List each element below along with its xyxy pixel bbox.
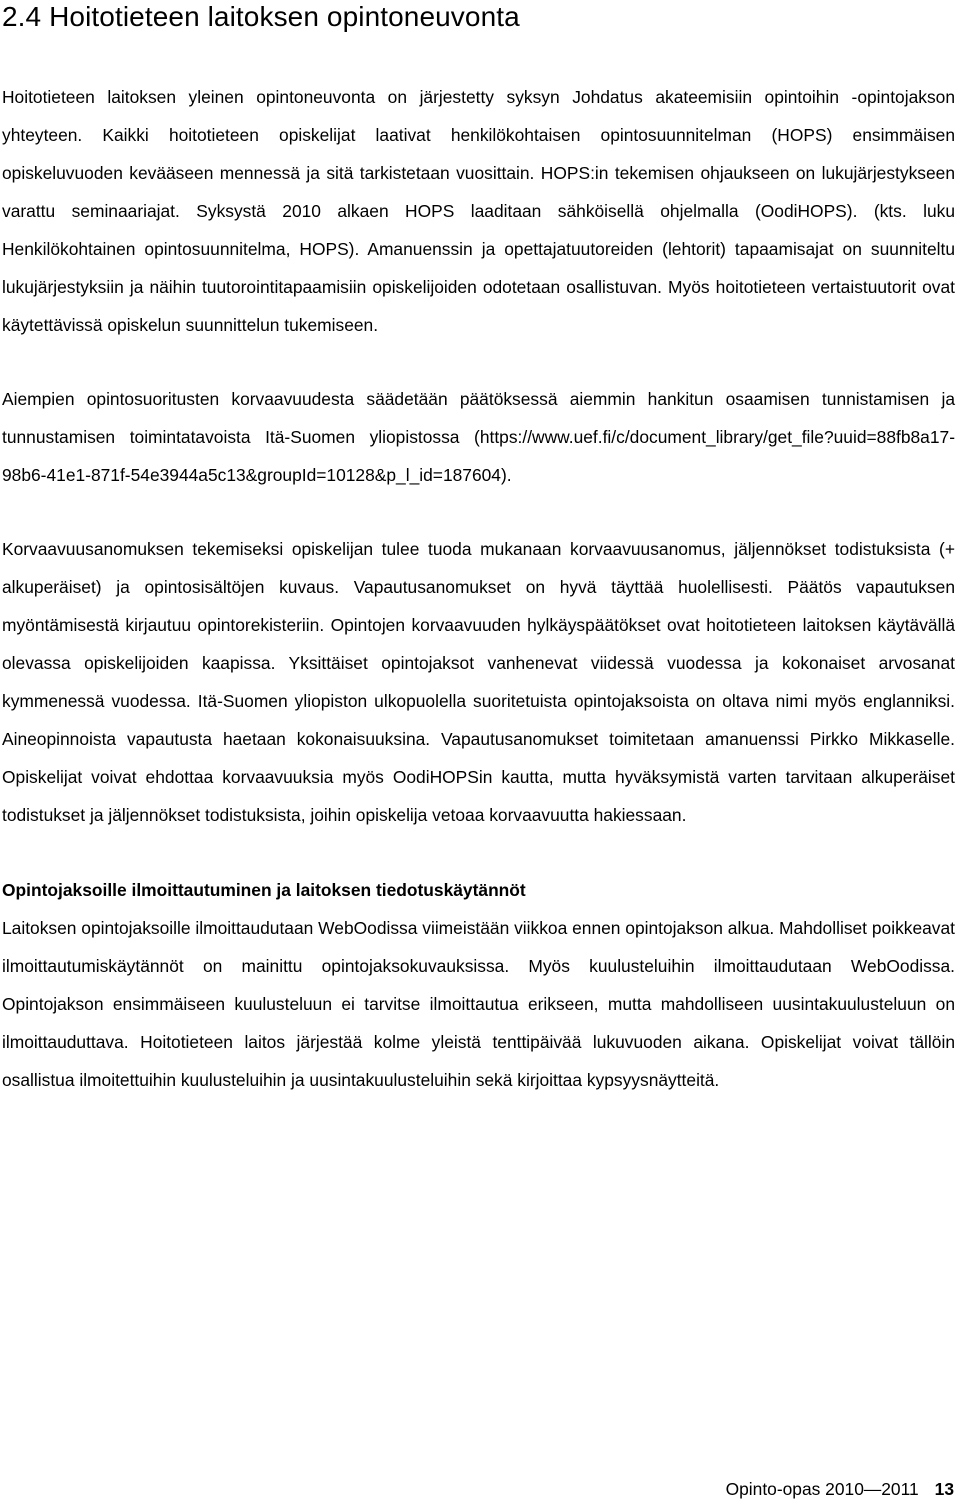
document-page bbox=[2, 0, 955, 1099]
section-title: 2.4 Hoitotieteen laitoksen opintoneuvonta bbox=[2, 1, 520, 32]
page-footer bbox=[726, 1478, 954, 1500]
paragraph-equivalence-application: Korvaavuusanomuksen tekemiseksi opiskelijan tulee tuoda mukanaan korvaavuusanomus, jäljennökset todistuksista (+ alkuperäiset) ja opintosisältöjen kuvaus. Vapautusanomukset on hyvä täyttää huolellisesti. Päätös vapautuksen myöntämisestä kirjautuu opintorekisteriin. Opintojen korvaavuuden hylkäyspäätökset ovat hoitotieteen laitoksen käytävällä olevassa opiskelijoiden kaapissa. Yksittäiset opintojaksot vanhenevat viidessä vuodessa ja kokonaiset arvosanat kymmenessä vuodessa. Itä-Suomen yliopiston ulkopuolella suoritetuista opintojaksoista on oltava nimi myös englanniksi. Aineopinnoista vapautusta haetaan kokonaisuuksina. Vapautusanomukset toimitetaan amanuenssi Pirkko Mikkaselle. Opiskelijat voivat ehdottaa korvaavuuksia myös OodiHOPSin kautta, mutta hyväksymistä varten tarvitaan alkuperäiset todistukset ja jäljennökset todistuksista, joihin opiskelija vetoaa korvaavuutta hakiessaan. bbox=[2, 539, 955, 825]
subsection-heading: Opintojaksoille ilmoittautuminen ja laitoksen tiedotuskäytännöt bbox=[2, 880, 526, 900]
page-number: 13 bbox=[934, 1479, 954, 1499]
paragraph-prior-learning: Aiempien opintosuoritusten korvaavuudesta säädetään päätöksessä aiemmin hankitun osaamisen tunnistamisen ja tunnustamisen toimintatavoista Itä-Suomen yliopistossa (https://www.uef.fi/c/document_library/get_file?uuid=88fb8a17-98b6-41e1-871f-54e3944a5c13&groupId=10128&p_l_id=187604). bbox=[2, 389, 955, 485]
footer-publication: Opinto-opas 2010—2011 bbox=[725, 1479, 919, 1499]
paragraph-registration: Laitoksen opintojaksoille ilmoittaudutaan WebOodissa viimeistään viikkoa ennen opintojakson alkua. Mahdolliset poikkeavat ilmoittautumiskäytännöt on mainittu opintojaksokuvauksissa. Myös kuulusteluihin ilmoittaudutaan WebOodissa. Opintojakson ensimmäiseen kuulusteluun ei tarvitse ilmoittautua erikseen, mutta mahdolliseen uusintakuulusteluun on ilmoittauduttava. Hoitotieteen laitos järjestää kolme yleistä tenttipäivää lukuvuoden aikana. Opiskelijat voivat tällöin osallistua ilmoitettuihin kuulusteluihin ja uusintakuulusteluihin sekä kirjoittaa kypsyysnäytteitä. bbox=[2, 918, 955, 1090]
paragraph-study-guidance: Hoitotieteen laitoksen yleinen opintoneuvonta on järjestetty syksyn Johdatus akateemisiin opintoihin -opintojakson yhteyteen. Kaikki hoitotieteen opiskelijat laativat henkilökohtaisen opintosuunnitelman (HOPS) ensimmäisen opiskeluvuoden kevääseen mennessä ja sitä tarkistetaan vuosittain. HOPS:in tekemisen ohjaukseen on lukujärjestykseen varattu seminaariajat. Syksystä 2010 alkaen HOPS laaditaan sähköisellä ohjelmalla (OodiHOPS). (kts. luku Henkilökohtainen opintosuunnitelma, HOPS). Amanuenssin ja opettajatuutoreiden (lehtorit) tapaamisajat on suunniteltu lukujärjestyksiin ja näihin tuutorointitapaamisiin opiskelijoiden odotetaan osallistuvan. Myös hoitotieteen vertaistuutorit ovat käytettävissä opiskelun suunnittelun tukemiseen. bbox=[2, 87, 955, 335]
